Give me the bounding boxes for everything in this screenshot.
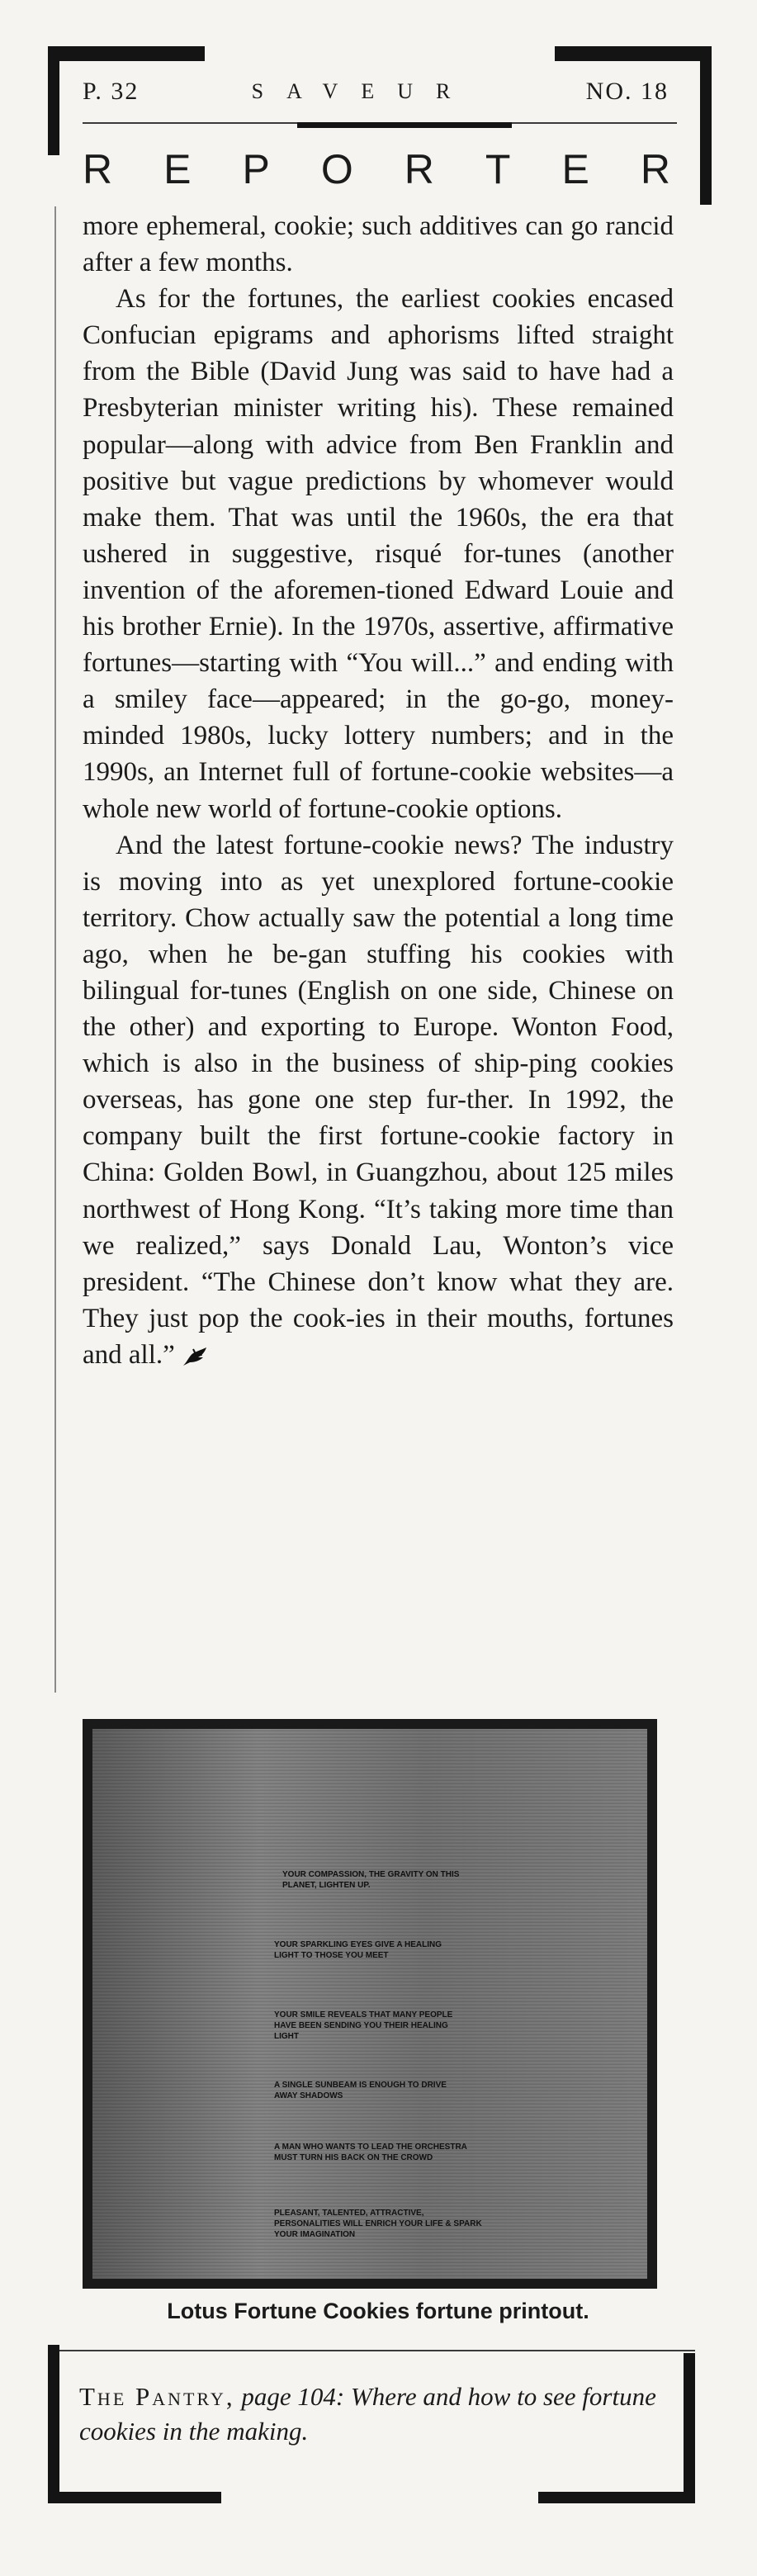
fortune-slip: YOUR SPARKLING EYES GIVE A HEALING LIGHT TO THOSE YOU MEET (274, 1940, 442, 1960)
folio-line (83, 71, 669, 112)
fortune-slip: PLEASANT, TALENTED, ATTRACTIVE, PERSONALITIES WILL ENRICH YOUR LIFE & SPARK YOUR IMAGINATION (274, 2209, 482, 2239)
pantry-box-bottom-left (48, 2492, 221, 2503)
section-letter: R (640, 146, 670, 192)
pantry-lead: The Pantry, (79, 2382, 235, 2411)
section-letter: R (404, 146, 434, 192)
section-letter: O (320, 146, 353, 192)
issue-number: NO. 18 (585, 78, 669, 105)
header-rule-accent (297, 122, 512, 128)
page-number: P. 32 (83, 78, 140, 105)
leaf-end-mark-icon (182, 1346, 208, 1367)
paragraph-last (83, 827, 674, 1373)
column-rule (54, 206, 56, 1693)
fortune-slip: A SINGLE SUNBEAM IS ENOUGH TO DRIVE AWAY SHADOWS (274, 2081, 447, 2100)
pantry-box-rule (48, 2350, 695, 2351)
article-body (83, 208, 674, 1373)
pantry-box-right (684, 2353, 695, 2503)
paragraph-text: And the latest fortune-cookie news? The industry is moving into as yet unexplored fortune-cookie territory. Chow actually saw the potential a long time ago, when he be-gan stuffing his cookies with bilingual for-tunes (English on one side, Chinese on the other) and exporting to Europe. Wonton Food, which is also in the business of ship-ping cookies overseas, has gone one step fur-ther. In 1992, the company built the first fortune-cookie factory in China: Golden Bowl, in Guangzhou, about 125 miles northwest of Hong Kong. “It’s taking more time than we realized,” says Donald Lau, Wonton’s vice president. “The Chinese don’t know what they are. They just pop the cook-ies in their mouths, fortunes and all.” (83, 830, 674, 1370)
section-title (83, 140, 670, 198)
pantry-box-bottom-right (538, 2492, 695, 2503)
fortune-slip: YOUR SMILE REVEALS THAT MANY PEOPLE HAVE BEEN SENDING YOU THEIR HEALING LIGHT (274, 2010, 453, 2041)
fortune-printout-photo (83, 1719, 657, 2289)
paragraph: more ephemeral, cookie; such additives can go rancid after a few months. (83, 211, 674, 278)
photo-image (92, 1729, 647, 2279)
header-frame-right (700, 46, 712, 205)
photo-caption: Lotus Fortune Cookies fortune printout. (167, 2299, 589, 2323)
fortune-slip: A MAN WHO WANTS TO LEAD THE ORCHESTRA MUST TURN HIS BACK ON THE CROWD (274, 2143, 467, 2162)
header-frame-top-left (48, 46, 205, 61)
section-letter: E (561, 146, 589, 192)
pantry-cross-reference (79, 2379, 670, 2449)
paragraph: As for the fortunes, the earliest cookies encased Confucian epigrams and aphorisms lifted straight from the Bible (David Jung was said to have had a Presbyterian minister writing his). These remained popular—along with advice from Ben Franklin and positive but vague predictions by whomever would make them. That was until the 1960s, the era that ushered in suggestive, risqué for-tunes (another invention of the aforemen-tioned Edward Louie and his brother Ernie). In the 1970s, assertive, affirmative fortunes—starting with “You will...” and ending with a smiley face—appeared; in the go-go, money-minded 1980s, lucky lottery numbers; and in the 1990s, an Internet full of fortune-cookie websites—a whole new world of fortune-cookie options. (83, 284, 674, 824)
header-frame-left (48, 46, 59, 155)
section-letter: T (485, 146, 511, 192)
section-letter: R (83, 146, 113, 192)
pantry-box-left (48, 2345, 59, 2502)
section-letter: E (163, 146, 192, 192)
fortune-slip: YOUR COMPASSION, THE GRAVITY ON THIS PLANET, LIGHTEN UP. (282, 1870, 460, 1890)
pantry-text: page 104: Where and how to see fortune cookies in the making. (79, 2382, 656, 2446)
header-frame-top-right (555, 46, 712, 61)
magazine-name: SAVEUR (251, 79, 474, 103)
section-letter: P (242, 146, 270, 192)
